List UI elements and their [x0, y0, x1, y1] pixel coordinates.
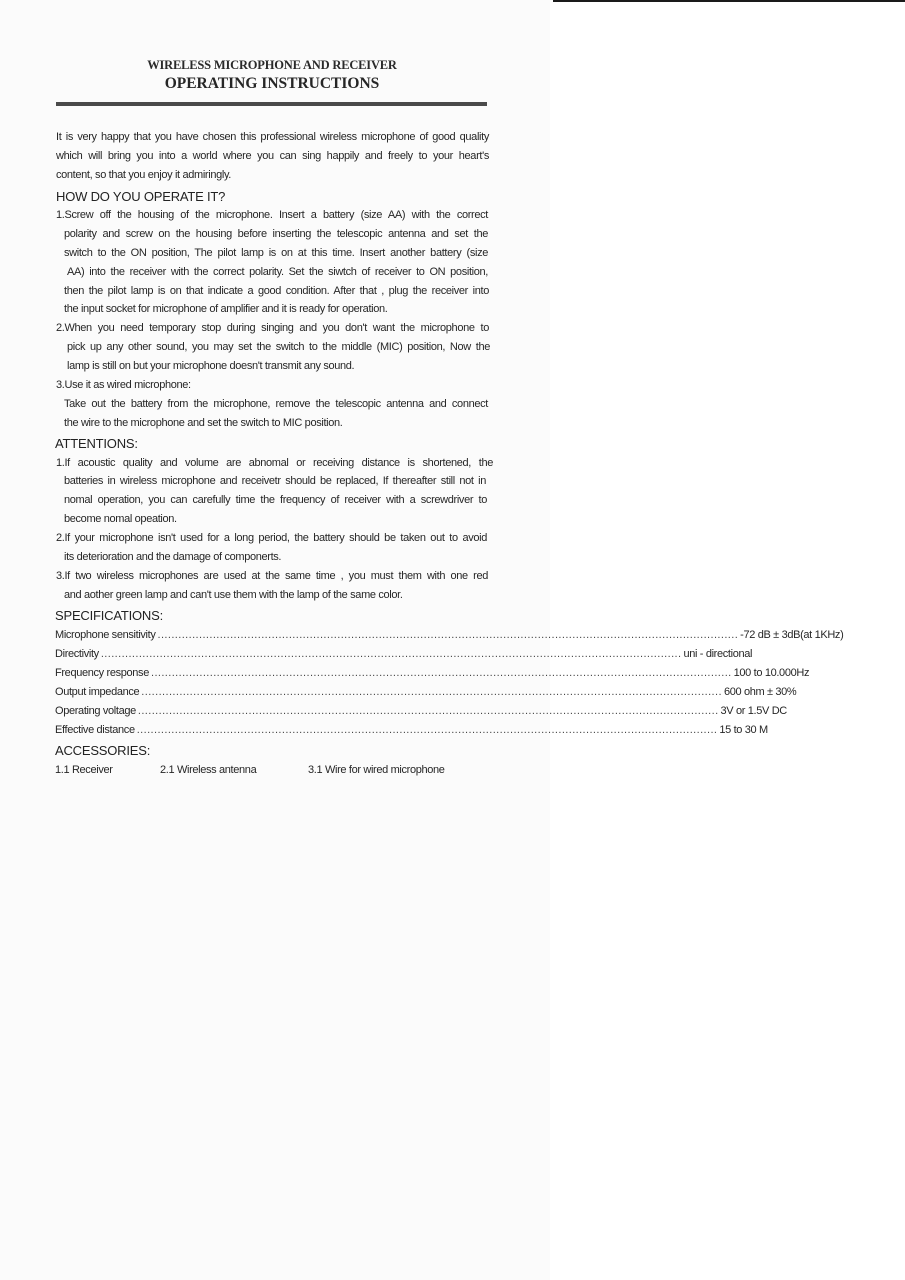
intro-line: It is very happy that you have chosen this professional wireless microphone of good quality [56, 131, 489, 143]
attention-item-3-line: and aother green lamp and can't use them with the lamp of the same color. [64, 589, 403, 601]
operate-item-2-line: lamp is still on but your microphone doesn't transmit any sound. [67, 360, 355, 372]
operate-item-3-line: 3.Use it as wired microphone: [56, 379, 191, 391]
accessories-heading: ACCESSORIES: [55, 743, 151, 758]
spec-row [55, 664, 810, 683]
operate-item-1-line: the input socket for microphone of amplifier and it is ready for operation. [64, 303, 388, 315]
attention-item-1-line: 1.If acoustic quality and volume are abnomal or receiving distance is shortened, the [56, 457, 493, 469]
operate-item-1-line: switch to the ON position, The pilot lamp is on at this time. Insert another battery (size [64, 247, 488, 259]
spec-row [55, 626, 844, 645]
leader-dots: ........................................................................................................................................................................ [150, 667, 732, 679]
leader-dots: ........................................................................................................................................................................ [157, 629, 739, 641]
operate-item-1-line: then the pilot lamp is on that indicate a good condition. After that , plug the receiver into [64, 285, 489, 297]
spec-label: Microphone sensitivity [55, 629, 156, 641]
attention-item-1-line: become nomal opeation. [64, 513, 177, 525]
attentions-heading: ATTENTIONS: [55, 436, 138, 451]
operate-item-3-line: the wire to the microphone and set the switch to MIC position. [64, 417, 343, 429]
title-divider [56, 102, 487, 106]
spec-value: uni - directional [683, 648, 753, 660]
attention-item-3-line: 3.If two wireless microphones are used at the same time , you must them with one red [56, 570, 488, 582]
attention-item-2-line: 2.If your microphone isn't used for a long period, the battery should be taken out to avoid [56, 532, 487, 544]
attention-item-2-line: its deterioration and the damage of componerts. [64, 551, 282, 563]
operate-item-1-line: AA) into the receiver with the correct polarity. Set the siwtch of receiver to ON position, [67, 266, 488, 278]
operate-item-1-line: polarity and screw on the housing before inserting the telescopic antenna and set the [64, 228, 488, 240]
spec-row [55, 683, 797, 702]
leader-dots: ........................................................................................................................................................................ [141, 686, 722, 698]
operate-item-2-line: pick up any other sound, you may set the switch to the middle (MIC) position, Now the [67, 341, 490, 353]
spec-row [55, 645, 753, 664]
specifications-heading: SPECIFICATIONS: [55, 608, 163, 623]
leader-dots: ........................................................................................................................................................................ [100, 648, 682, 660]
document-subtitle: WIRELESS MICROPHONE AND RECEIVER [147, 58, 397, 72]
leader-dots: ........................................................................................................................................................................ [136, 724, 718, 736]
spec-value: 15 to 30 M [719, 724, 768, 736]
operate-item-2-line: 2.When you need temporary stop during singing and you don't want the microphone to [56, 322, 489, 334]
spec-label: Operating voltage [55, 705, 136, 717]
accessory-item: 1.1 Receiver [55, 764, 113, 776]
intro-line: content, so that you enjoy it admiringly. [56, 169, 231, 181]
spec-value: 100 to 10.000Hz [733, 667, 810, 679]
operate-heading: HOW DO YOU OPERATE IT? [56, 189, 226, 204]
accessory-item: 2.1 Wireless antenna [160, 764, 257, 776]
document-title: OPERATING INSTRUCTIONS [164, 75, 380, 92]
spec-row [55, 702, 787, 721]
attention-item-1-line: nomal operation, you can carefully time the frequency of receiver with a screwdriver to [64, 494, 487, 506]
spec-value: 600 ohm ± 30% [723, 686, 797, 698]
spec-row [55, 721, 768, 740]
operate-item-1-line: 1.Screw off the housing of the microphone. Insert a battery (size AA) with the correct [56, 209, 488, 221]
spec-label: Frequency response [55, 667, 149, 679]
accessory-item: 3.1 Wire for wired microphone [308, 764, 445, 776]
scan-edge-line [553, 0, 905, 2]
spec-value: -72 dB ± 3dB(at 1KHz) [740, 629, 844, 641]
spec-value: 3V or 1.5V DC [720, 705, 787, 717]
spec-label: Directivity [55, 648, 99, 660]
spec-label: Output impedance [55, 686, 140, 698]
spec-label: Effective distance [55, 724, 135, 736]
leader-dots: ........................................................................................................................................................................ [137, 705, 719, 717]
operate-item-3-line: Take out the battery from the microphone, remove the telescopic antenna and connect [64, 398, 488, 410]
intro-line: which will bring you into a world where you can sing happily and freely to your heart's [56, 150, 489, 162]
attention-item-1-line: batteries in wireless microphone and receivetr should be replaced, If thereafter still not in [64, 475, 486, 487]
